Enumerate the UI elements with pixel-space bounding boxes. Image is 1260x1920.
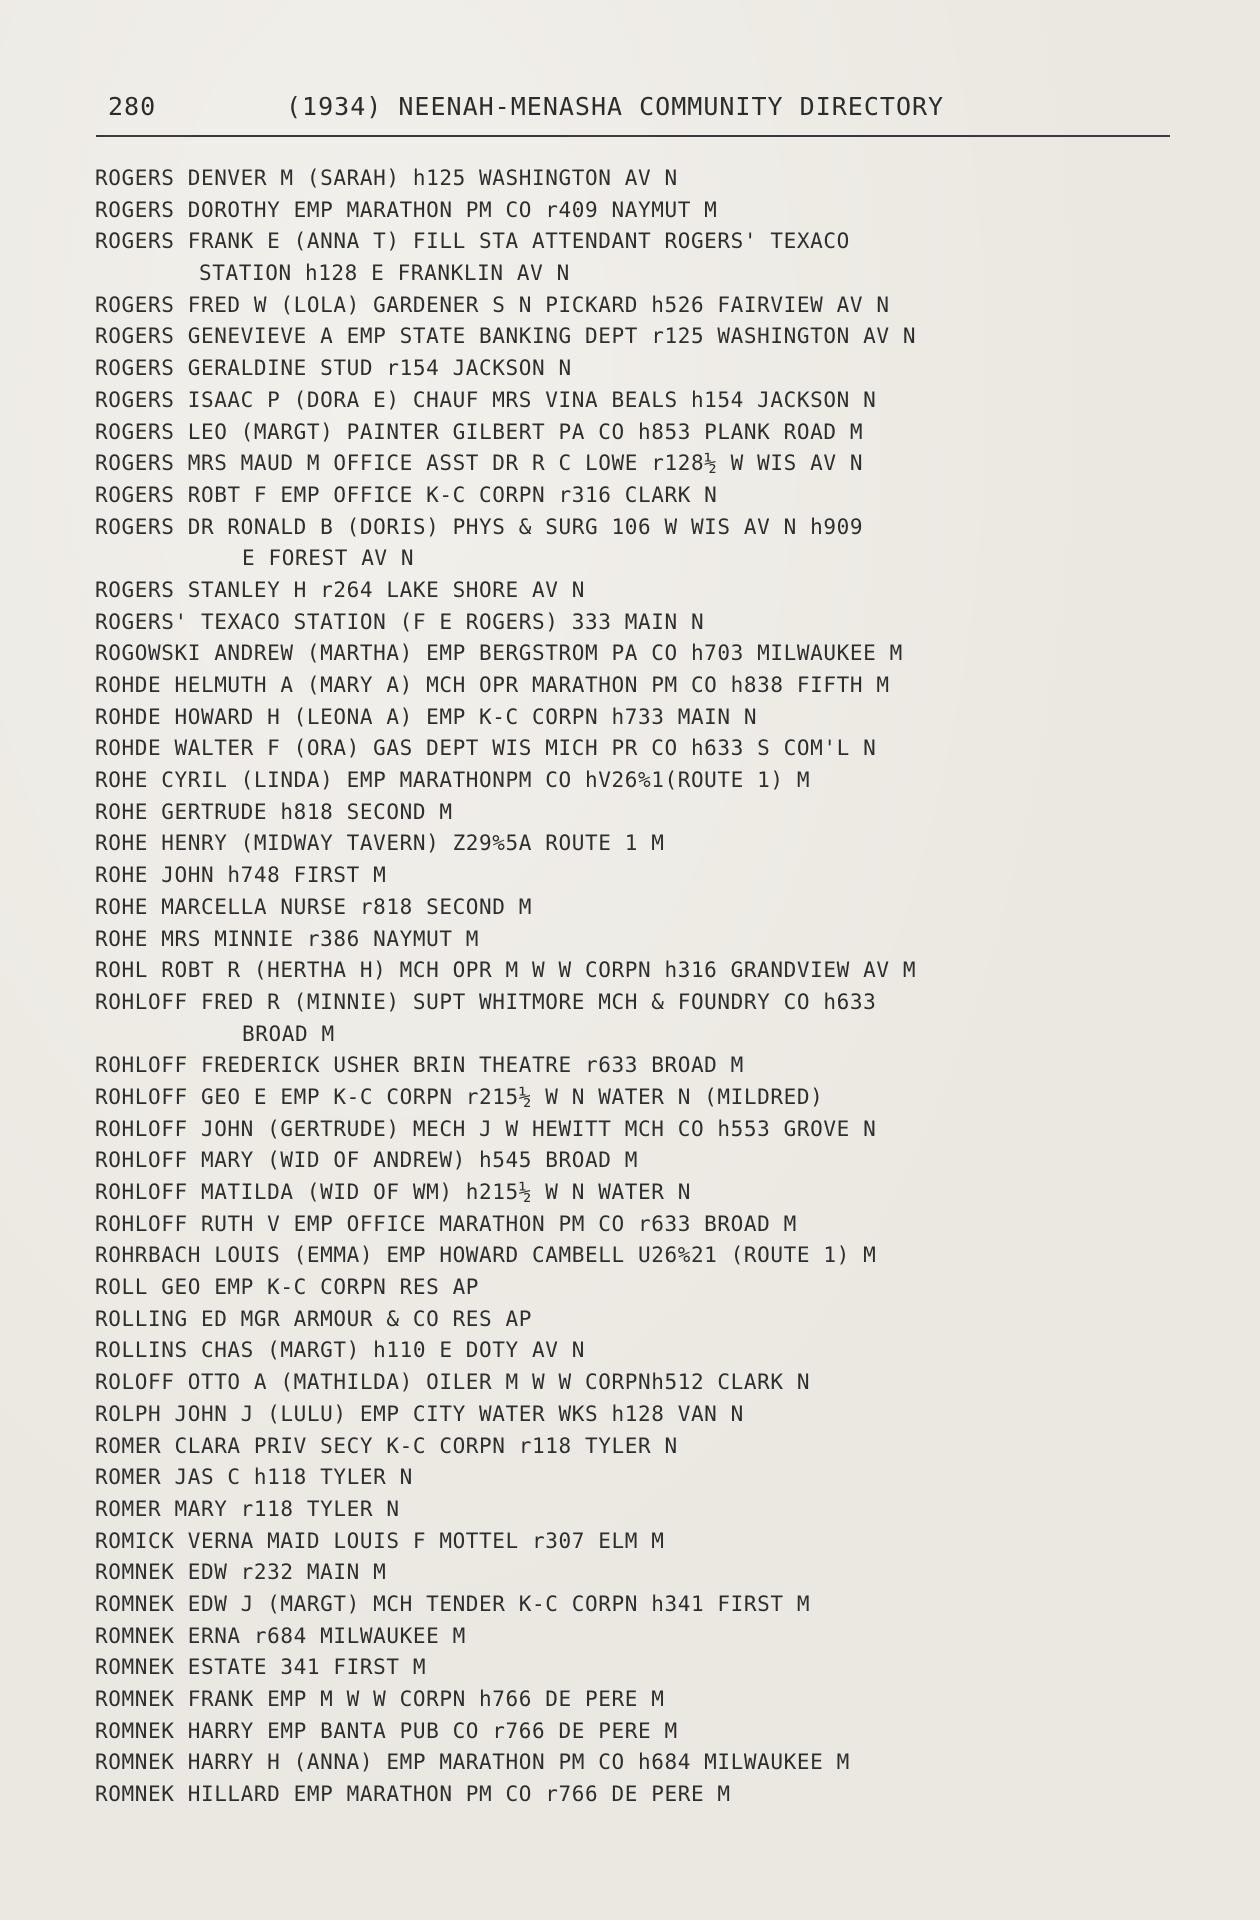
- directory-entry: ROGERS MRS MAUD M OFFICE ASST DR R C LOWE r128½ W WIS AV N: [95, 451, 864, 476]
- directory-entry: ROGERS GENEVIEVE A EMP STATE BANKING DEPT r125 WASHINGTON AV N: [95, 324, 917, 349]
- directory-entry: ROGOWSKI ANDREW (MARTHA) EMP BERGSTROM PA CO h703 MILWAUKEE M: [95, 641, 903, 666]
- page-header: [108, 92, 1168, 132]
- directory-entry: ROHDE HELMUTH A (MARY A) MCH OPR MARATHON PM CO h838 FIFTH M: [95, 673, 890, 697]
- directory-entry: ROGERS' TEXACO STATION (F E ROGERS) 333 MAIN N: [95, 609, 705, 634]
- directory-entry: ROLLINS CHAS (MARGT) h110 E DOTY AV N: [95, 1338, 585, 1363]
- directory-entry: ROGERS DENVER M (SARAH) h125 WASHINGTON AV N: [95, 166, 678, 190]
- directory-entry: ROMER JAS C h118 TYLER N: [95, 1465, 413, 1490]
- directory-entry: ROHLOFF GEO E EMP K-C CORPN r215½ W N WATER N (MILDRED): [95, 1084, 824, 1109]
- directory-entry: ROHRBACH LOUIS (EMMA) EMP HOWARD CAMBELL U26%21 (ROUTE 1) M: [95, 1243, 877, 1268]
- directory-entry: ROGERS STANLEY H r264 LAKE SHORE AV N: [95, 577, 585, 602]
- directory-entry: ROGERS ROBT F EMP OFFICE K-C CORPN r316 CLARK N: [95, 482, 718, 507]
- directory-entry: ROHLOFF MATILDA (WID OF WM) h215½ W N WATER N: [95, 1180, 691, 1204]
- directory-entry-continuation: E FOREST AV N: [242, 546, 415, 571]
- directory-entry: ROGERS GERALDINE STUD r154 JACKSON N: [95, 356, 572, 381]
- directory-entry: ROMNEK EDW J (MARGT) MCH TENDER K-C CORPN h341 FIRST M: [95, 1591, 811, 1616]
- directory-entry: ROHE HENRY (MIDWAY TAVERN) Z29%5A ROUTE 1 M: [95, 831, 665, 856]
- directory-entry: ROHDE HOWARD H (LEONA A) EMP K-C CORPN h733 MAIN N: [95, 704, 758, 729]
- page-number: 280: [108, 92, 157, 121]
- directory-entry: ROGERS LEO (MARGT) PAINTER GILBERT PA CO h853 PLANK ROAD M: [95, 419, 864, 444]
- directory-entry: ROHE CYRIL (LINDA) EMP MARATHONPM CO hV26%1(ROUTE 1) M: [95, 768, 811, 793]
- directory-entry-continuation: STATION h128 E FRANKLIN AV N: [199, 261, 570, 286]
- directory-entry: ROHLOFF RUTH V EMP OFFICE MARATHON PM CO r633 BROAD M: [95, 1211, 797, 1236]
- directory-entry: ROGERS ISAAC P (DORA E) CHAUF MRS VINA BEALS h154 JACKSON N: [95, 387, 877, 412]
- directory-entry: ROLPH JOHN J (LULU) EMP CITY WATER WKS h128 VAN N: [95, 1401, 744, 1426]
- directory-entry: ROHE MRS MINNIE r386 NAYMUT M: [95, 926, 480, 951]
- directory-entry: ROLOFF OTTO A (MATHILDA) OILER M W W CORPNh512 CLARK N: [95, 1370, 811, 1395]
- directory-entry: ROMNEK FRANK EMP M W W CORPN h766 DE PERE M: [95, 1687, 665, 1711]
- directory-entry: ROMNEK ESTATE 341 FIRST M: [95, 1655, 427, 1680]
- directory-entry: ROMNEK HARRY H (ANNA) EMP MARATHON PM CO h684 MILWAUKEE M: [95, 1750, 850, 1775]
- directory-entry: ROMNEK HILLARD EMP MARATHON PM CO r766 DE PERE M: [95, 1782, 731, 1807]
- directory-entry: ROLLING ED MGR ARMOUR & CO RES AP: [95, 1306, 533, 1331]
- directory-entry-continuation: BROAD M: [242, 1021, 335, 1046]
- header-rule: [96, 135, 1170, 137]
- directory-entry: ROHE MARCELLA NURSE r818 SECOND M: [95, 894, 533, 919]
- directory-entry: ROHE JOHN h748 FIRST M: [95, 863, 387, 888]
- directory-entry: ROMER MARY r118 TYLER N: [95, 1496, 400, 1521]
- running-title: (1934) NEENAH-MENASHA COMMUNITY DIRECTORY: [286, 92, 945, 121]
- directory-entry: ROHLOFF FREDERICK USHER BRIN THEATRE r633 BROAD M: [95, 1053, 744, 1078]
- directory-entry: ROHDE WALTER F (ORA) GAS DEPT WIS MICH PR CO h633 S COM'L N: [95, 736, 877, 761]
- directory-entry: ROMER CLARA PRIV SECY K-C CORPN r118 TYLER N: [95, 1433, 678, 1458]
- directory-entry: ROHE GERTRUDE h818 SECOND M: [95, 799, 453, 824]
- directory-entry: ROHLOFF JOHN (GERTRUDE) MECH J W HEWITT MCH CO h553 GROVE N: [95, 1116, 877, 1141]
- directory-entry: ROMNEK ERNA r684 MILWAUKEE M: [95, 1623, 466, 1648]
- directory-entry: ROGERS FRANK E (ANNA T) FILL STA ATTENDANT ROGERS' TEXACO: [95, 229, 850, 254]
- directory-entry: ROGERS DOROTHY EMP MARATHON PM CO r409 NAYMUT M: [95, 197, 718, 222]
- directory-entry: ROGERS DR RONALD B (DORIS) PHYS & SURG 106 W WIS AV N h909: [95, 514, 864, 539]
- directory-entry: ROHLOFF FRED R (MINNIE) SUPT WHITMORE MCH & FOUNDRY CO h633: [95, 989, 877, 1014]
- directory-listing: [95, 163, 1185, 1811]
- directory-entry: ROHLOFF MARY (WID OF ANDREW) h545 BROAD M: [95, 1148, 638, 1173]
- directory-entry: ROGERS FRED W (LOLA) GARDENER S N PICKARD h526 FAIRVIEW AV N: [95, 292, 890, 317]
- directory-entry: ROLL GEO EMP K-C CORPN RES AP: [95, 1275, 480, 1300]
- directory-entry: ROHL ROBT R (HERTHA H) MCH OPR M W W CORPN h316 GRANDVIEW AV M: [95, 958, 917, 983]
- directory-entry: ROMNEK EDW r232 MAIN M: [95, 1560, 387, 1585]
- directory-entry: ROMICK VERNA MAID LOUIS F MOTTEL r307 ELM M: [95, 1528, 665, 1553]
- directory-entry: ROMNEK HARRY EMP BANTA PUB CO r766 DE PERE M: [95, 1718, 678, 1743]
